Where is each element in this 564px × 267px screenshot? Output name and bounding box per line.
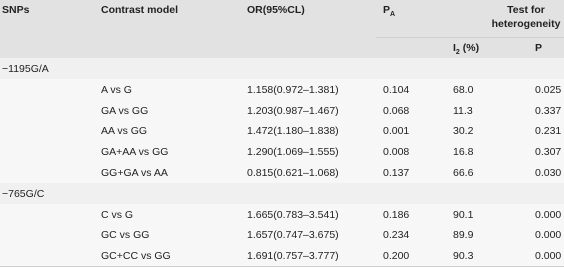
cell-i2: 30.2 <box>453 125 474 138</box>
cell-or: 1.665(0.783–3.541) <box>247 208 339 221</box>
header-snps: SNPs <box>2 4 30 16</box>
cell-pa: 0.186 <box>383 208 410 221</box>
cell-or: 1.472(1.180–1.838) <box>247 125 339 138</box>
header-subrow <box>0 38 564 58</box>
cell-or: 1.657(0.747–3.675) <box>247 229 339 242</box>
cell-or: 1.158(0.972–1.381) <box>247 83 339 96</box>
cell-or: 0.815(0.621–1.068) <box>247 167 339 179</box>
header-contrast-model: Contrast model <box>101 4 179 16</box>
cell-pa: 0.104 <box>383 83 410 96</box>
cell-p: 0.231 <box>535 125 562 138</box>
header-or: OR(95%CL) <box>247 4 305 16</box>
cell-i2: 66.6 <box>453 167 474 179</box>
cell-contrast-model: GC vs GG <box>101 229 150 242</box>
cell-p: 0.000 <box>535 208 562 221</box>
header-divider <box>376 37 564 38</box>
cell-i2: 16.8 <box>453 146 474 159</box>
cell-or: 1.203(0.987–1.467) <box>247 104 339 117</box>
header-p: P <box>535 42 543 54</box>
cell-contrast-model: AA vs GG <box>101 125 148 138</box>
header-pa: $P_A$ <box>383 4 396 18</box>
snp-label: −1195G/A <box>2 63 49 75</box>
cell-p: 0.000 <box>535 250 562 263</box>
header-i2: $I_2$ (%) <box>453 42 480 56</box>
snp-label: −765G/C <box>2 187 45 200</box>
cell-i2: 89.9 <box>453 229 474 242</box>
cell-or: 1.290(1.069–1.555) <box>247 146 339 159</box>
cell-p: 0.307 <box>535 146 562 159</box>
group-row <box>0 58 564 79</box>
cell-contrast-model: C vs G <box>101 208 134 221</box>
header-heterogeneity-line2: heterogeneity <box>491 18 561 30</box>
cell-contrast-model: GA vs GG <box>101 104 149 117</box>
cell-p: 0.025 <box>535 83 562 96</box>
cell-p: 0.000 <box>535 229 562 242</box>
cell-i2: 90.3 <box>453 250 474 263</box>
cell-pa: 0.068 <box>383 104 410 117</box>
cell-i2: 11.3 <box>453 104 473 117</box>
cell-contrast-model: A vs G <box>101 83 132 96</box>
cell-pa: 0.200 <box>383 250 410 263</box>
cell-p: 0.337 <box>535 104 562 117</box>
cell-or: 1.691(0.757–3.777) <box>247 250 339 263</box>
cell-p: 0.030 <box>535 167 562 179</box>
cell-contrast-model: GC+CC vs GG <box>101 250 171 263</box>
cell-contrast-model: GA+AA vs GG <box>101 146 169 159</box>
header-heterogeneity-line1: Test for <box>507 4 545 16</box>
cell-pa: 0.137 <box>383 167 410 179</box>
cell-i2: 90.1 <box>453 208 474 221</box>
cell-i2: 68.0 <box>453 83 474 96</box>
cell-pa: 0.001 <box>383 125 410 138</box>
group-row <box>0 183 564 204</box>
cell-pa: 0.234 <box>383 229 410 242</box>
cell-pa: 0.008 <box>383 146 410 159</box>
cell-contrast-model: GG+GA vs AA <box>101 167 168 179</box>
